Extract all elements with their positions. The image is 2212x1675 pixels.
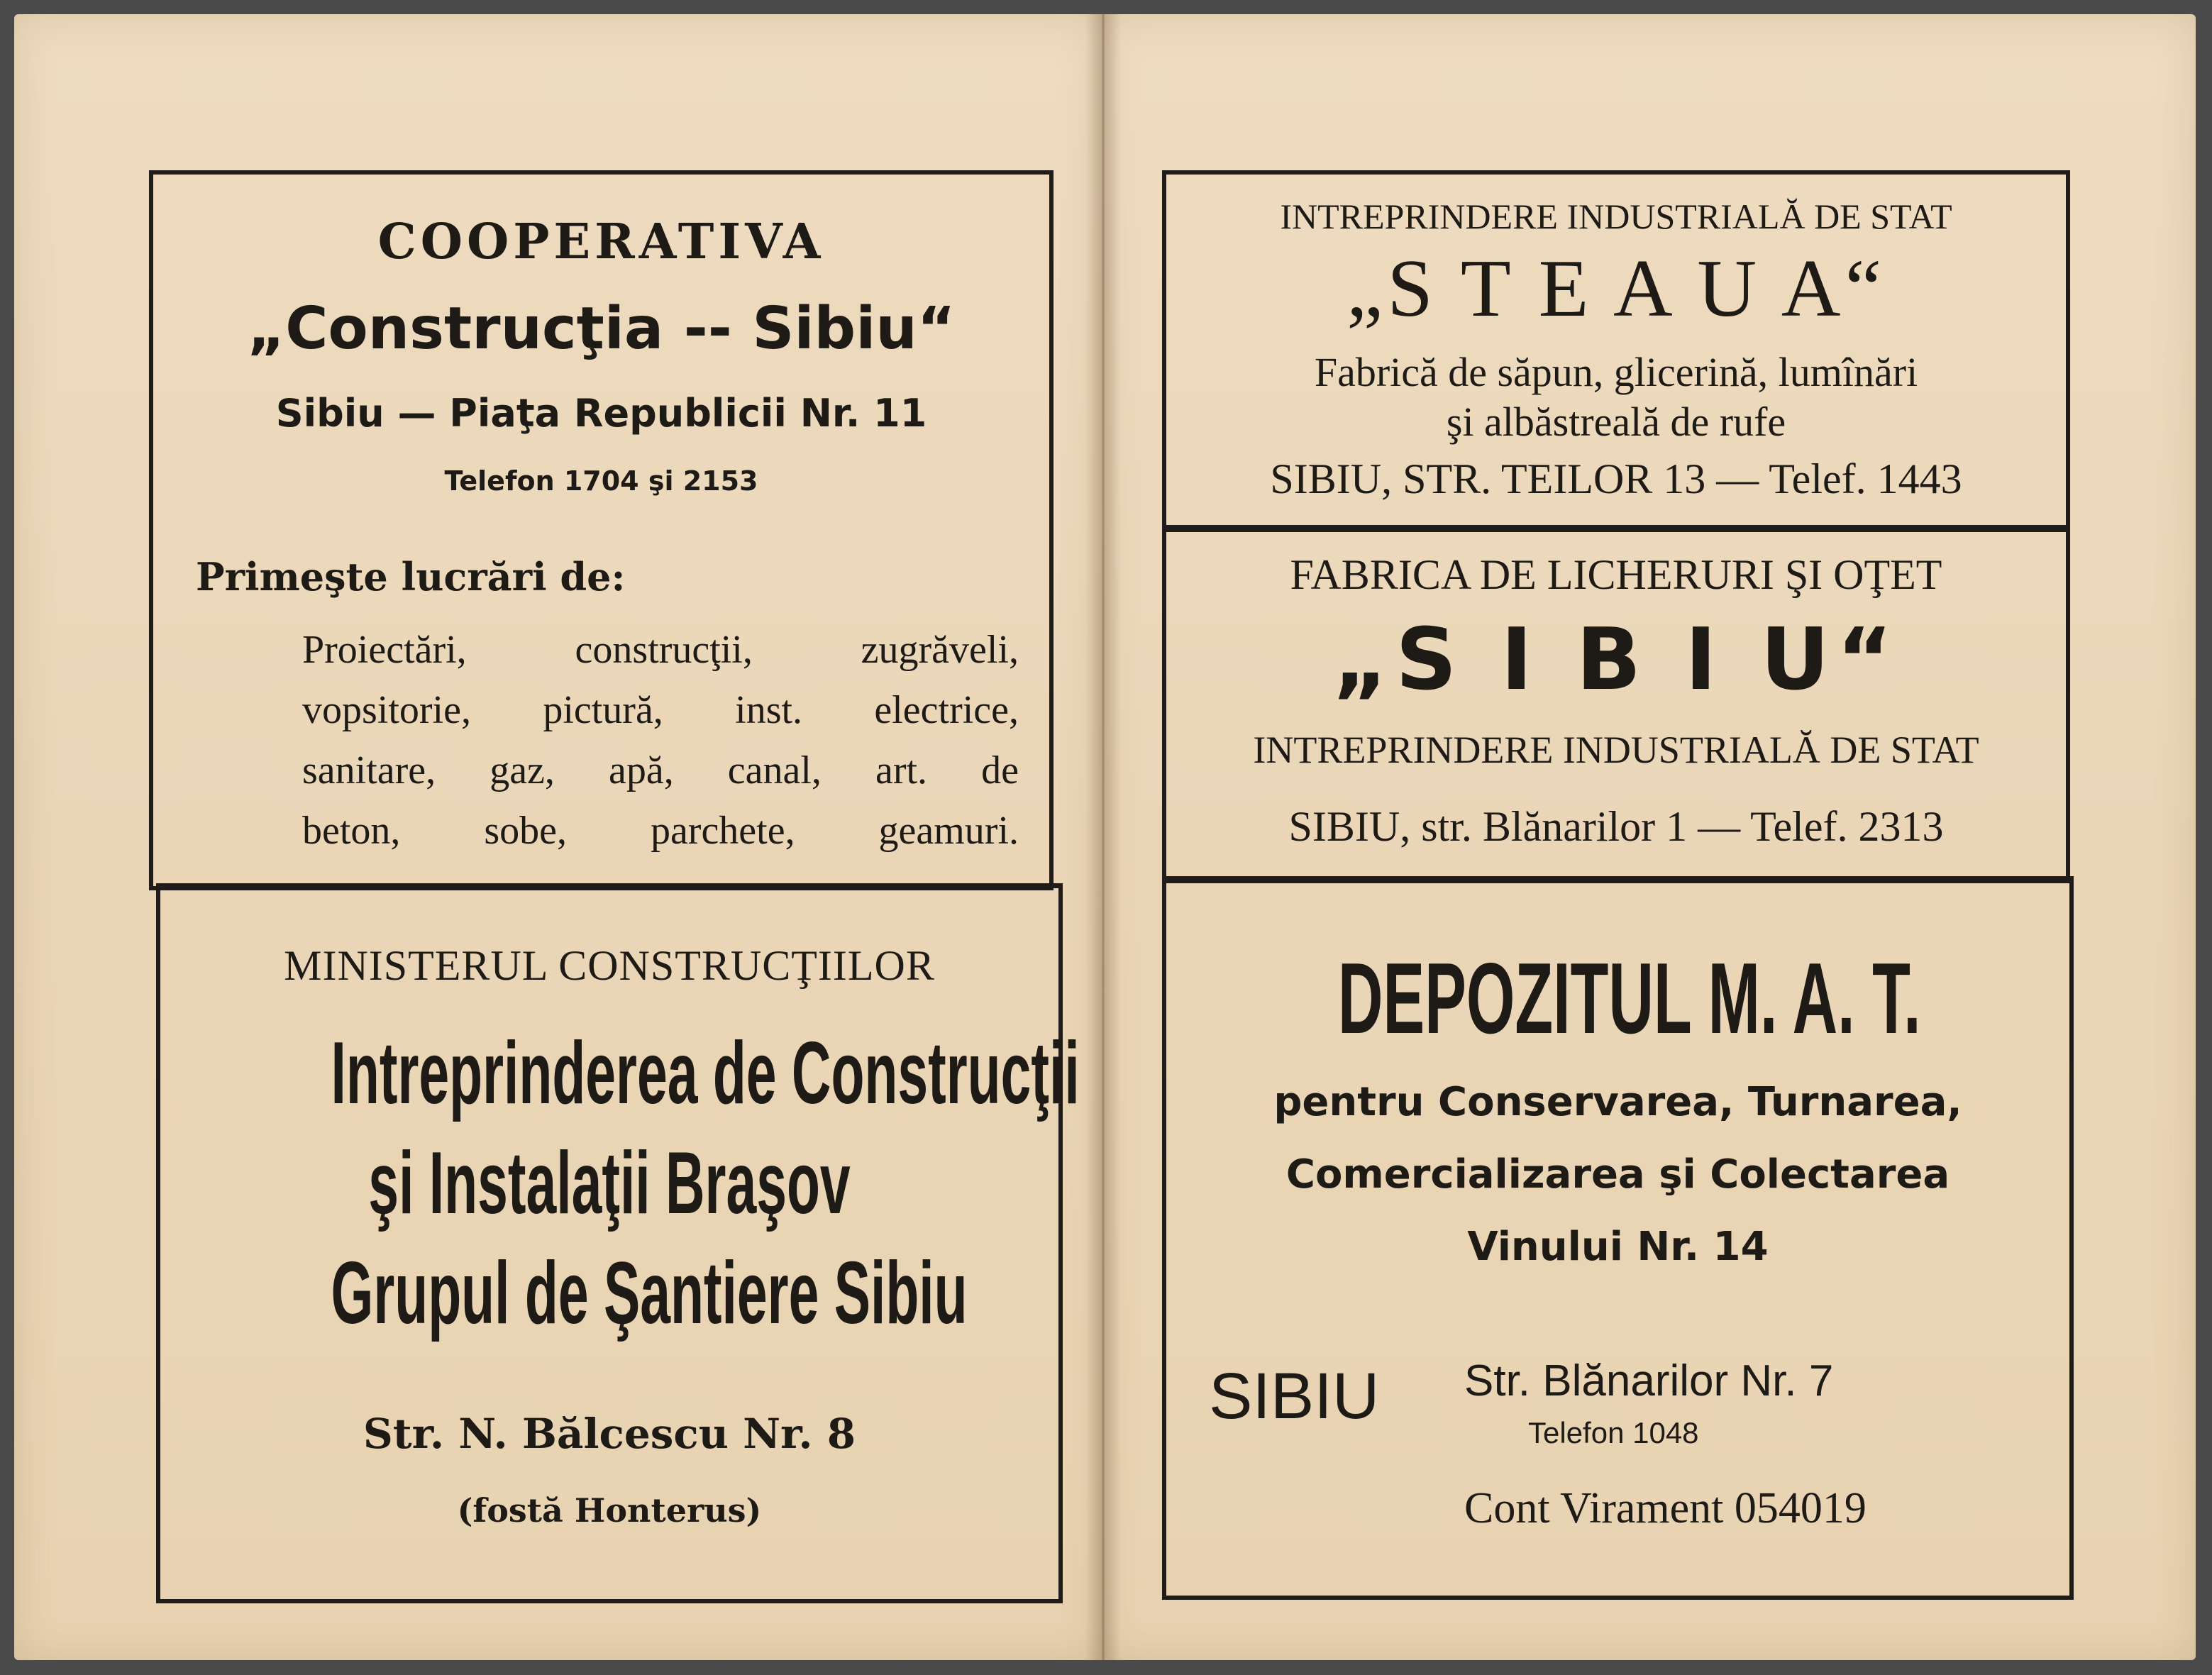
ad-description-1: Fabrică de săpun, glicerină, lumînări xyxy=(1314,349,1918,395)
ad-address: Sibiu — Piaţa Republicii Nr. 11 xyxy=(275,391,927,436)
ad-subtitle: INTREPRINDERE INDUSTRIALĂ DE STAT xyxy=(1253,729,1979,771)
ad-address: SIBIU, str. Blănarilor 1 — Telef. 2313 xyxy=(1288,803,1944,850)
ad-street: Str. Blănarilor Nr. 7 xyxy=(1464,1356,1834,1405)
ad-depozitul-mat xyxy=(1162,876,2074,1600)
ad-company-name: „Construcţia -- Sibiu“ xyxy=(247,295,956,363)
ad-company-name: „S T E A U A“ xyxy=(1346,243,1886,334)
services-line: beton, sobe, parchete, geamuri. xyxy=(302,809,1019,853)
ad-line-3: Vinului Nr. 14 xyxy=(1467,1224,1769,1270)
ad-line-3: Grupul de Şantiere Sibiu xyxy=(331,1244,968,1342)
services-line: sanitare, gaz, apă, canal, art. de xyxy=(302,748,1019,792)
ad-line-1: Intreprinderea de Construcţii xyxy=(331,1024,1080,1122)
ad-line-1: pentru Conservarea, Turnarea, xyxy=(1273,1079,1962,1125)
ad-description-2: şi albăstreală de rufe xyxy=(1446,399,1786,445)
ad-phone: Telefon 1704 şi 2153 xyxy=(444,465,758,497)
ad-address: Str. N. Bălcescu Nr. 8 xyxy=(363,1410,856,1458)
services-line: vopsitorie, pictură, inst. electrice, xyxy=(302,688,1019,732)
ad-line-2: Comercializarea şi Colectarea xyxy=(1285,1151,1950,1198)
book-gutter xyxy=(1085,14,1121,1660)
ad-company-name: „S I B I U“ xyxy=(1332,611,1900,709)
ad-header: FABRICA DE LICHERURI ŞI OŢET xyxy=(1290,551,1942,598)
ad-services-intro: Primeşte lucrări de: xyxy=(196,554,626,599)
ad-address: SIBIU, STR. TEILOR 13 — Telef. 1443 xyxy=(1270,455,1962,502)
ad-steaua xyxy=(1162,170,2070,532)
ad-city: SIBIU xyxy=(1209,1360,1380,1432)
ad-fabrica-licheruri xyxy=(1162,525,2070,883)
ad-former-name: (fostă Honterus) xyxy=(457,1491,762,1530)
ad-heading: COOPERATIVA xyxy=(377,214,825,270)
ad-cooperativa-constructia xyxy=(149,170,1054,890)
ad-phone: Telefon 1048 xyxy=(1528,1416,1699,1449)
ad-line-2: şi Instalaţii Braşov xyxy=(368,1134,851,1232)
ad-title: DEPOZITUL M. A. T. xyxy=(1337,942,1921,1055)
ad-intreprinderea-constructii xyxy=(156,883,1080,1603)
ad-account: Cont Virament 054019 xyxy=(1464,1484,1867,1532)
ad-services-list xyxy=(302,620,1019,861)
ad-header: INTREPRINDERE INDUSTRIALĂ DE STAT xyxy=(1280,197,1952,236)
services-line: Proiectări, construcţii, zugrăveli, xyxy=(302,628,1019,672)
ad-ministry: MINISTERUL CONSTRUCŢIILOR xyxy=(284,942,935,989)
